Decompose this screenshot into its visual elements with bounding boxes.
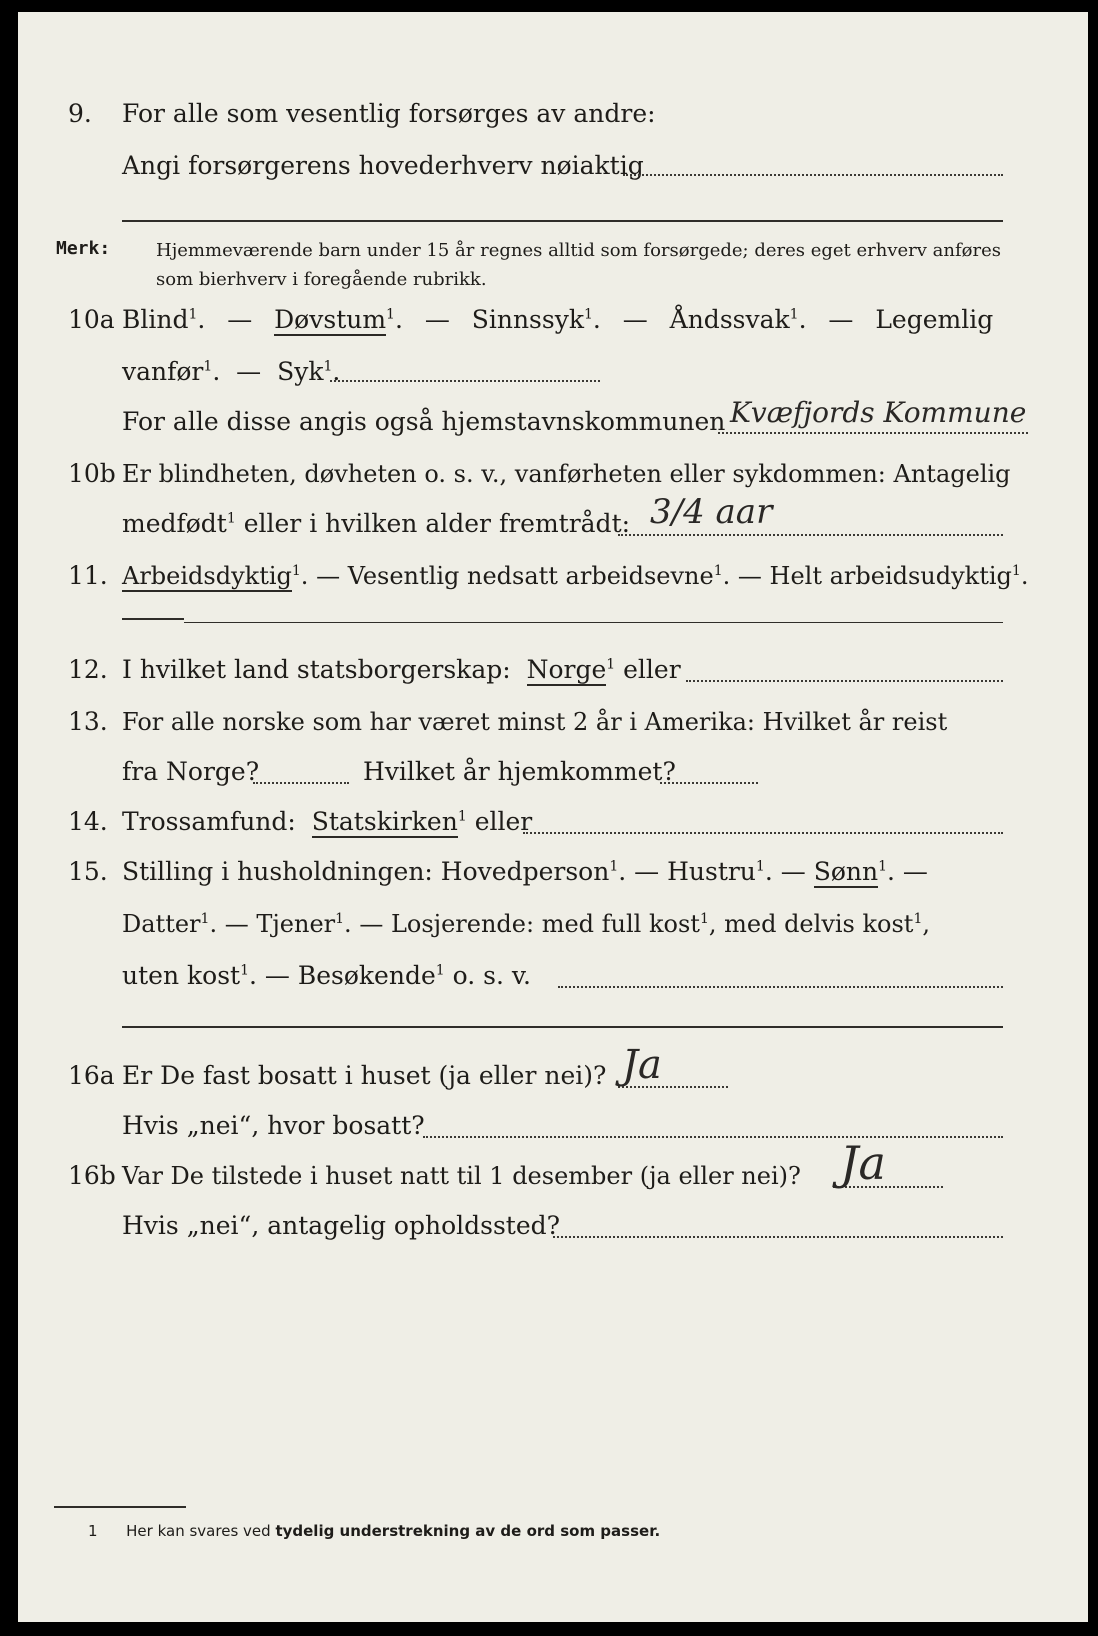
q14-question: Trossamfund: Statskirken$^1$ eller (122, 807, 533, 836)
q10b-answer-line[interactable] (618, 534, 1003, 536)
option-blind[interactable]: Blind (122, 305, 189, 334)
q13-hjemkommet-label: Hvilket år hjemkommet? (363, 757, 676, 786)
q12-number: 12. (68, 655, 108, 684)
q9-question-line2: Angi forsørgerens hovederhverv nøiaktig (122, 151, 644, 180)
q16a-handwritten-answer: Ja (622, 1042, 662, 1088)
q15-options-line3: uten kost$^1$. — Besøkende$^1$ o. s. v. (122, 961, 531, 990)
q14-answer-line[interactable] (523, 832, 1003, 834)
footnote-bold-text: tydelig understrekning av de ord som passer. (275, 1522, 661, 1540)
option-legemlig[interactable]: Legemlig (875, 305, 994, 334)
option-nedsatt[interactable]: — Vesentlig nedsatt arbeidsevne (308, 562, 714, 590)
option-norge[interactable]: Norge (526, 655, 607, 684)
merk-note: Hjemmeværende barn under 15 år regnes alltid som forsørgede; deres eget erhverv anføres som bierhverv i foregående rubrikk. (156, 240, 1001, 290)
option-sonn[interactable]: Sønn (813, 857, 879, 886)
q15-answer-line[interactable] (558, 986, 1003, 988)
q12-question: I hvilket land statsborgerskap: Norge$^1$ eller (122, 655, 681, 684)
q13-number: 13. (68, 707, 108, 736)
option-statskirken[interactable]: Statskirken (311, 807, 458, 836)
q16b-opholdssted-label: Hvis „nei“, antagelig opholdssted? (122, 1211, 561, 1240)
q15-options-line2: Datter$^1$. — Tjener$^1$. — Losjerende: med full kost$^1$, med delvis kost$^1$, (122, 910, 931, 938)
q10a-syk-line[interactable] (330, 380, 600, 382)
q16b-number: 16b (68, 1161, 116, 1190)
q10a-number: 10a (68, 305, 115, 334)
q10b-question: Er blindheten, døvheten o. s. v., vanførheten eller sykdommen: Antagelig (122, 460, 1011, 488)
option-syk[interactable]: Syk (277, 357, 324, 386)
option-besokende[interactable]: — Besøkende (256, 961, 436, 990)
q15-separator (122, 1026, 1003, 1028)
option-medfodt[interactable]: medfødt (122, 509, 227, 538)
q10b-number: 10b (68, 459, 116, 488)
option-full-kost[interactable]: — Losjerende: med full kost (351, 910, 700, 938)
q16b-question: Var De tilstede i huset natt til 1 desember (ja eller nei)? (122, 1162, 801, 1190)
q9-question: For alle som vesentlig forsørges av andre: (122, 99, 656, 128)
q10a-options-line2: vanfør$^1$. — Syk$^1$. (122, 357, 341, 386)
option-delvis-kost[interactable]: , med delvis kost (708, 910, 914, 938)
option-tjener[interactable]: — Tjener (217, 910, 336, 938)
q16a-bosatt-label: Hvis „nei“, hvor bosatt? (122, 1111, 425, 1140)
footnote-mark: 1 (88, 1522, 98, 1540)
q16a-bosatt-line[interactable] (423, 1136, 1003, 1138)
merk-label: Merk: (56, 238, 111, 259)
option-arbeidsudyktig[interactable]: — Helt arbeidsudyktig (730, 562, 1012, 590)
q10a-options: Blind$^1$. — Døvstum$^1$. — Sinnssyk$^1$. — Åndssvak$^1$. — Legemlig (122, 305, 994, 334)
q15-options: Stilling i husholdningen: Hovedperson$^1$. — Hustru$^1$. — Sønn$^1$. — (122, 857, 928, 886)
option-datter[interactable]: Datter (122, 910, 201, 938)
q16a-question: Er De fast bosatt i huset (ja eller nei)? (122, 1061, 607, 1090)
q11-options: Arbeidsdyktig$^1$. — Vesentlig nedsatt arbeidsevne$^1$. — Helt arbeidsudyktig$^1$. (122, 562, 1029, 590)
q10b-handwritten-answer: 3/4 aar (650, 492, 773, 532)
footnote (88, 1522, 660, 1540)
option-arbeidsdyktig[interactable]: Arbeidsdyktig (122, 562, 292, 590)
q11-short-rule (122, 618, 184, 620)
q16b-opholdssted-line[interactable] (553, 1236, 1003, 1238)
q16a-number: 16a (68, 1061, 115, 1090)
q11-number: 11. (68, 561, 108, 590)
footnote-text: Her kan svares ved (126, 1522, 271, 1540)
q10b-question-line2: medfødt$^1$ eller i hvilken alder fremtrådt: (122, 509, 631, 538)
q9-separator (122, 220, 1003, 222)
q14-number: 14. (68, 807, 108, 836)
q9-number: 9. (68, 99, 92, 128)
q10a-hjemstavn-question: For alle disse angis også hjemstavnskommunen (122, 407, 726, 436)
census-form-page (18, 12, 1088, 1622)
q11-separator (184, 622, 1003, 623)
option-sinnssyk[interactable]: Sinnssyk (471, 305, 584, 334)
q12-answer-line[interactable] (686, 680, 1003, 682)
q16b-handwritten-answer: Ja (840, 1136, 886, 1190)
option-uten-kost[interactable]: uten kost (122, 961, 241, 990)
hjemstavn-answer-line[interactable] (718, 432, 1028, 434)
q15-number: 15. (68, 857, 108, 886)
option-vanfor[interactable]: vanfør (122, 357, 204, 386)
q13-question: For alle norske som har været minst 2 år i Amerika: Hvilket år reist (122, 708, 948, 736)
option-dovstum[interactable]: Døvstum (274, 305, 387, 334)
option-hustru[interactable]: — Hustru (626, 857, 756, 886)
q13-reist-line[interactable] (253, 782, 349, 784)
q13-hjemkommet-line[interactable] (660, 782, 758, 784)
footnote-rule (54, 1506, 186, 1508)
hjemstavn-handwritten-answer: Kvæfjords Kommune (730, 396, 1027, 429)
q13-reist-label: fra Norge? (122, 757, 260, 786)
q9-answer-line[interactable] (623, 174, 1003, 176)
option-andssvak[interactable]: Åndssvak (669, 305, 790, 334)
